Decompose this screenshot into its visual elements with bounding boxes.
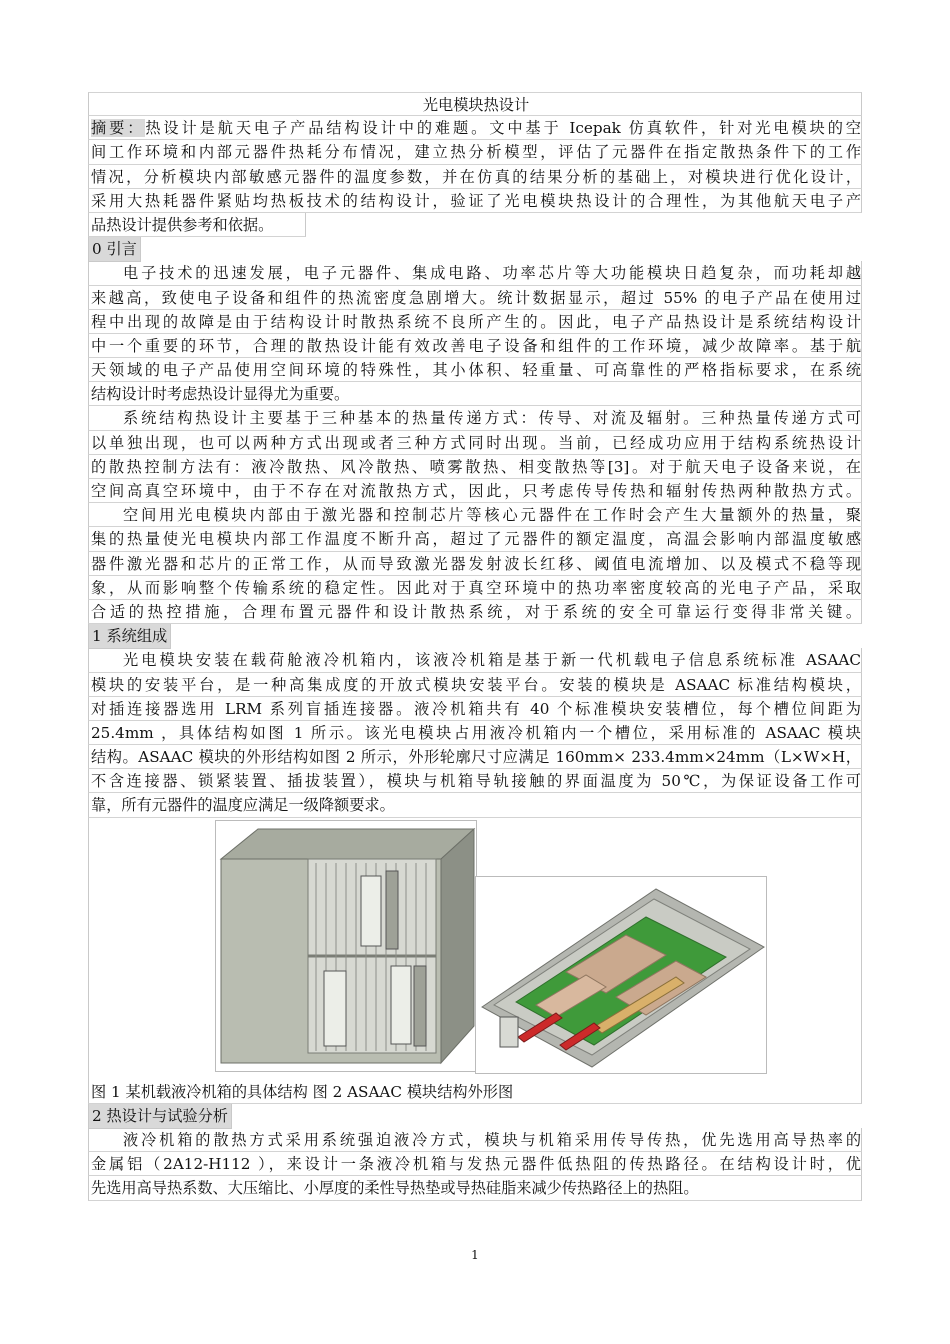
- abstract-line-3: 情况，分析模块内部敏感元器件的温度参数，并在仿真的结果分析的基础上，对模块进行优化设计，: [88, 165, 862, 189]
- para3-line-3: 器件激光器和芯片的正常工作，从而导致激光器发射波长红移、阈值电流增加、以及模式不稳等现: [88, 552, 862, 576]
- figure-2-module-image: [475, 876, 767, 1074]
- para1-line-3: 程中出现的故障是由于结构设计时散热系统不良所产生的。因此，电子产品热设计是系统结构设计: [88, 310, 862, 334]
- abstract-line-2: 间工作环境和内部元器件热耗分布情况，建立热分析模型，评估了元器件在指定散热条件下的工作: [88, 140, 862, 164]
- para3-line-1: 空间用光电模块内部由于激光器和控制芯片等核心元器件在工作时会产生大量额外的热量，聚: [88, 503, 862, 527]
- sec2-line-3: 先选用高导热系数、大压缩比、小厚度的柔性导热垫或导热硅脂来减少传热路径上的热阻。: [88, 1176, 862, 1200]
- para3-line-2: 集的热量使光电模块内部工作温度不断升高，超过了元器件的额定温度，高温会影响内部温度敏感: [88, 527, 862, 551]
- sec1-line-5: 结构。ASAAC 模块的外形结构如图 2 所示，外形轮廓尺寸应满足 160mm× 233.4mm×24mm（L×W×H，: [88, 745, 862, 769]
- para2-line-4: 空间高真空环境中，由于不存在对流散热方式，因此，只考虑传导传热和辐射传热两种散热方式。: [88, 479, 862, 503]
- para2-line-1: 系统结构热设计主要基于三种基本的热量传递方式：传导、对流及辐射。三种热量传递方式可: [88, 406, 862, 430]
- document-title: 光电模块热设计: [88, 92, 862, 116]
- para1-line-2: 来越高，致使电子设备和组件的热流密度急剧增大。统计数据显示，超过 55% 的电子产品在使用过: [88, 286, 862, 310]
- para1-line-4: 中一个重要的环节，合理的散热设计能有效改善电子设备和组件的工作环境，减少故障率。基于航: [88, 334, 862, 358]
- abstract-line-4: 采用大热耗器件紧贴均热板技术的结构设计，验证了光电模块热设计的合理性，为其他航天电子产: [88, 189, 862, 213]
- para2-line-2: 以单独出现，也可以两种方式出现或者三种方式同时出现。当前，已经成功应用于结构系统热设计: [88, 431, 862, 455]
- figure-1-chassis-image: [215, 820, 477, 1072]
- chassis-drawing: [216, 821, 476, 1071]
- section-heading-0: 0 引言: [88, 237, 862, 261]
- sec1-line-6: 不含连接器、锁紧装置、插拔装置），模块与机箱导轨接触的界面温度为 50℃，为保证设备工作可: [88, 769, 862, 793]
- figure-caption: 图 1 某机载液冷机箱的具体结构 图 2 ASAAC 模块结构外形图: [88, 1080, 862, 1104]
- sec1-line-3: 对插连接器选用 LRM 系列盲插连接器。液冷机箱共有 40 个标准模块安装槽位，每个槽位间距为: [88, 697, 862, 721]
- section-heading-1: 1 系统组成: [88, 624, 862, 648]
- figure-row: [88, 818, 862, 1080]
- para3-line-5: 合适的热控措施，合理布置元器件和设计散热系统，对于系统的安全可靠运行变得非常关键。: [88, 600, 862, 624]
- para3-line-4: 象，从而影响整个传输系统的稳定性。因此对于真空环境中的热功率密度较高的光电子产品，采取: [88, 576, 862, 600]
- document-page: [88, 92, 862, 1201]
- para1-line-1: 电子技术的迅速发展，电子元器件、集成电路、功率芯片等大功能模块日趋复杂，而功耗却越: [88, 261, 862, 285]
- abstract-line-1: 摘要：热设计是航天电子产品结构设计中的难题。文中基于 Icepak 仿真软件，针对光电模块的空: [88, 116, 862, 140]
- sec1-line-2: 模块的安装平台，是一种高集成度的开放式模块安装平台。安装的模块是 ASAAC 标准结构模块，: [88, 673, 862, 697]
- para1-line-6: 结构设计时考虑热设计显得尤为重要。: [88, 382, 862, 406]
- abstract-line-5: 品热设计提供参考和依据。: [88, 213, 306, 237]
- module-drawing: [476, 877, 766, 1073]
- page-number: 1: [471, 1248, 479, 1262]
- sec1-line-7: 靠，所有元器件的温度应满足一级降额要求。: [88, 793, 862, 817]
- sec1-line-1: 光电模块安装在载荷舱液冷机箱内，该液冷机箱是基于新一代机载电子信息系统标准 ASAAC: [88, 648, 862, 672]
- para2-line-3: 的散热控制方法有：液冷散热、风冷散热、喷雾散热、相变散热等[3]。对于航天电子设备来说，在: [88, 455, 862, 479]
- abstract-label: 摘要：: [91, 119, 146, 138]
- sec2-line-2: 金属铝（2A12-H112 ），来设计一条液冷机箱与发热元器件低热阻的传热路径。在结构设计时，优: [88, 1152, 862, 1176]
- sec2-line-1: 液冷机箱的散热方式采用系统强迫液冷方式，模块与机箱采用传导传热，优先选用高导热率的: [88, 1128, 862, 1152]
- section-heading-2: 2 热设计与试验分析: [88, 1104, 862, 1128]
- sec1-line-4: 25.4mm ，具体结构如图 1 所示。该光电模块占用液冷机箱内一个槽位，采用标准的 ASAAC 模块: [88, 721, 862, 745]
- para1-line-5: 天领域的电子产品使用空间环境的特殊性，其小体积、轻重量、可高靠性的严格指标要求，在系统: [88, 358, 862, 382]
